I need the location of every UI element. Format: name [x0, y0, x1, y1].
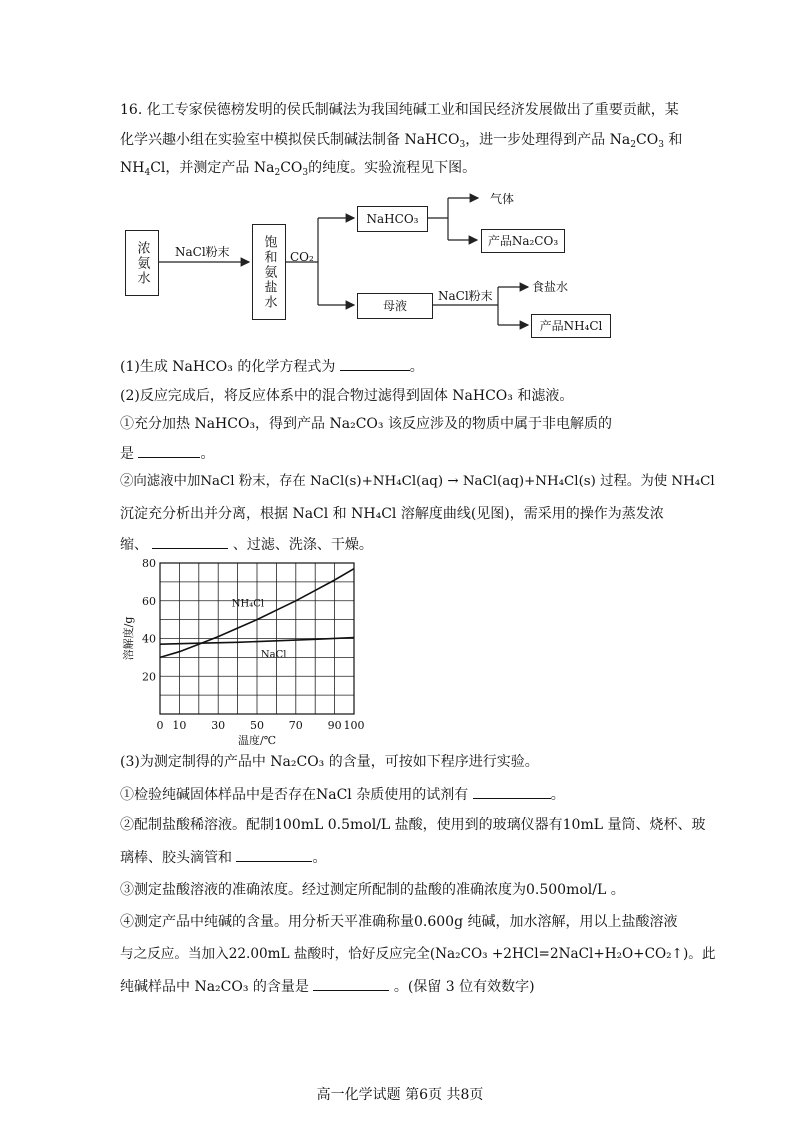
series-label-nacl: NaCl [260, 649, 287, 661]
y-tick-label: 40 [142, 632, 156, 646]
question-text: 和 [668, 132, 683, 148]
series-label-nh4cl: NH₄Cl [231, 598, 265, 610]
label-salt-water: 食盐水 [532, 280, 569, 294]
q2-sub2-line1: ②向滤液中加NaCl 粉末，存在 NaCl(s)+NH₄Cl(aq) → NaCl(aq)+NH₄Cl(s) 过程。为使 NH₄Cl [120, 474, 715, 489]
q2-sub1-line2: 是 。 [120, 443, 688, 464]
x-tick-label: 50 [250, 719, 264, 732]
formula-na2co3: Na [253, 160, 275, 176]
formula-na2co3: Na [609, 132, 631, 148]
box-mother-liquor: 母液 [357, 293, 433, 319]
q1-line: (1)生成 NaHCO₃ 的化学方程式为 。 [120, 356, 688, 377]
answer-blank[interactable] [138, 443, 200, 458]
formula-nahco3: NaHCO [404, 132, 460, 148]
question-text: Cl，并测定产品 [150, 160, 250, 176]
q3-s1: ①检验纯碱固体样品中是否存在NaCl 杂质使用的试剂有 。 [120, 784, 688, 805]
question-text: ，进一步处理得到产品 [465, 132, 606, 148]
y-axis-label: 溶解度/g [122, 616, 135, 661]
q3-intro: (3)为测定制得的产品中 Na₂CO₃ 的含量，可按如下程序进行实验。 [120, 754, 539, 770]
q2-intro: (2)反应完成后，将反应体系中的混合物过滤得到固体 NaHCO₃ 和滤液。 [120, 388, 574, 404]
q1-text: (1)生成 NaHCO₃ 的化学方程式为 [120, 359, 336, 375]
box-product-na2co3: 产品Na₂CO₃ [481, 229, 565, 253]
label-gas: 气体 [490, 192, 515, 206]
question-text: 16. 化工专家侯德榜发明的侯氏制碱法为我国纯碱工业和国民经济发展做出了重要贡献，某 [120, 102, 679, 118]
q2-sub2-line3: 缩、 、过滤、洗涤、干燥。 [120, 534, 688, 555]
y-tick-label: 60 [142, 594, 156, 608]
y-tick-label: 20 [142, 670, 156, 684]
q3-s3: ③测定盐酸溶液的准确浓度。经过测定所配制的盐酸的准确浓度为0.500mol/L 。 [120, 882, 625, 898]
box-saturated-ammonia-brine: 饱和氨盐水 [252, 224, 286, 320]
x-axis-label: 温度/℃ [237, 734, 277, 745]
question-text: 化学兴趣小组在实验室中模拟侯氏制碱法制备 [120, 132, 400, 148]
question-line-2: 化学兴趣小组在实验室中模拟侯氏制碱法制备 NaHCO$_3$，进一步处理得到产品 $Na_2CO_3$ 和 [120, 132, 683, 150]
answer-blank[interactable] [340, 356, 410, 371]
y-tick-label: 80 [142, 557, 156, 570]
label-nacl-powder-1: NaCl粉末 [175, 245, 230, 259]
solubility-chart [110, 555, 380, 745]
box-nahco3: NaHCO₃ [357, 206, 428, 232]
box-product-nh4cl: 产品NH₄Cl [531, 314, 611, 338]
page-footer: 高一化学试题 第6页 共8页 [316, 1087, 484, 1103]
x-tick-label: 0 [156, 719, 164, 732]
x-tick-label: 70 [288, 719, 303, 732]
formula-nh4cl: NH [120, 160, 145, 176]
x-tick-label: 10 [172, 719, 187, 732]
q3-s2-line2: 璃棒、胶头滴管和 。 [120, 847, 688, 868]
x-tick-label: 30 [211, 719, 226, 732]
answer-blank[interactable] [473, 784, 551, 799]
x-tick-label: 100 [343, 719, 365, 732]
answer-blank[interactable] [313, 976, 389, 991]
question-line-3: $NH_4Cl$，并测定产品 $Na_2CO_3$的纯度。实验流程见下图。 [120, 160, 477, 178]
question-text: 的纯度。实验流程见下图。 [308, 160, 477, 176]
q2-sub1-line1: ①充分加热 NaHCO₃，得到产品 Na₂CO₃ 该反应涉及的物质中属于非电解质的 [120, 416, 612, 432]
label-co2: CO₂ [290, 250, 314, 264]
q3-s4-line1: ④测定产品中纯碱的含量。用分析天平准确称量0.600g 纯碱，加水溶解，用以上盐酸溶液 [120, 914, 678, 930]
x-tick-label: 90 [327, 719, 342, 732]
box-concentrated-ammonia: 浓氨水 [125, 230, 159, 296]
q3-s4-line3: 纯碱样品中 Na₂CO₃ 的含量是 。(保留 3 位有效数字) [120, 976, 688, 997]
label-nacl-powder-2: NaCl粉末 [438, 289, 493, 303]
answer-blank[interactable] [152, 534, 228, 549]
q3-s4-line2: 与之反应。当加入22.00mL 盐酸时，恰好反应完全(Na₂CO₃ +2HCl=2NaCl+H₂O+CO₂↑)。此 [120, 946, 716, 962]
answer-blank[interactable] [236, 847, 312, 862]
q3-s2-line1: ②配制盐酸稀溶液。配制100mL 0.5mol/L 盐酸，使用到的玻璃仪器有10mL 量筒、烧杯、玻 [120, 817, 706, 833]
q2-sub2-line2: 沉淀充分析出并分离，根据 NaCl 和 NH₄Cl 溶解度曲线(见图)，需采用的操作为蒸发浓 [120, 506, 664, 522]
